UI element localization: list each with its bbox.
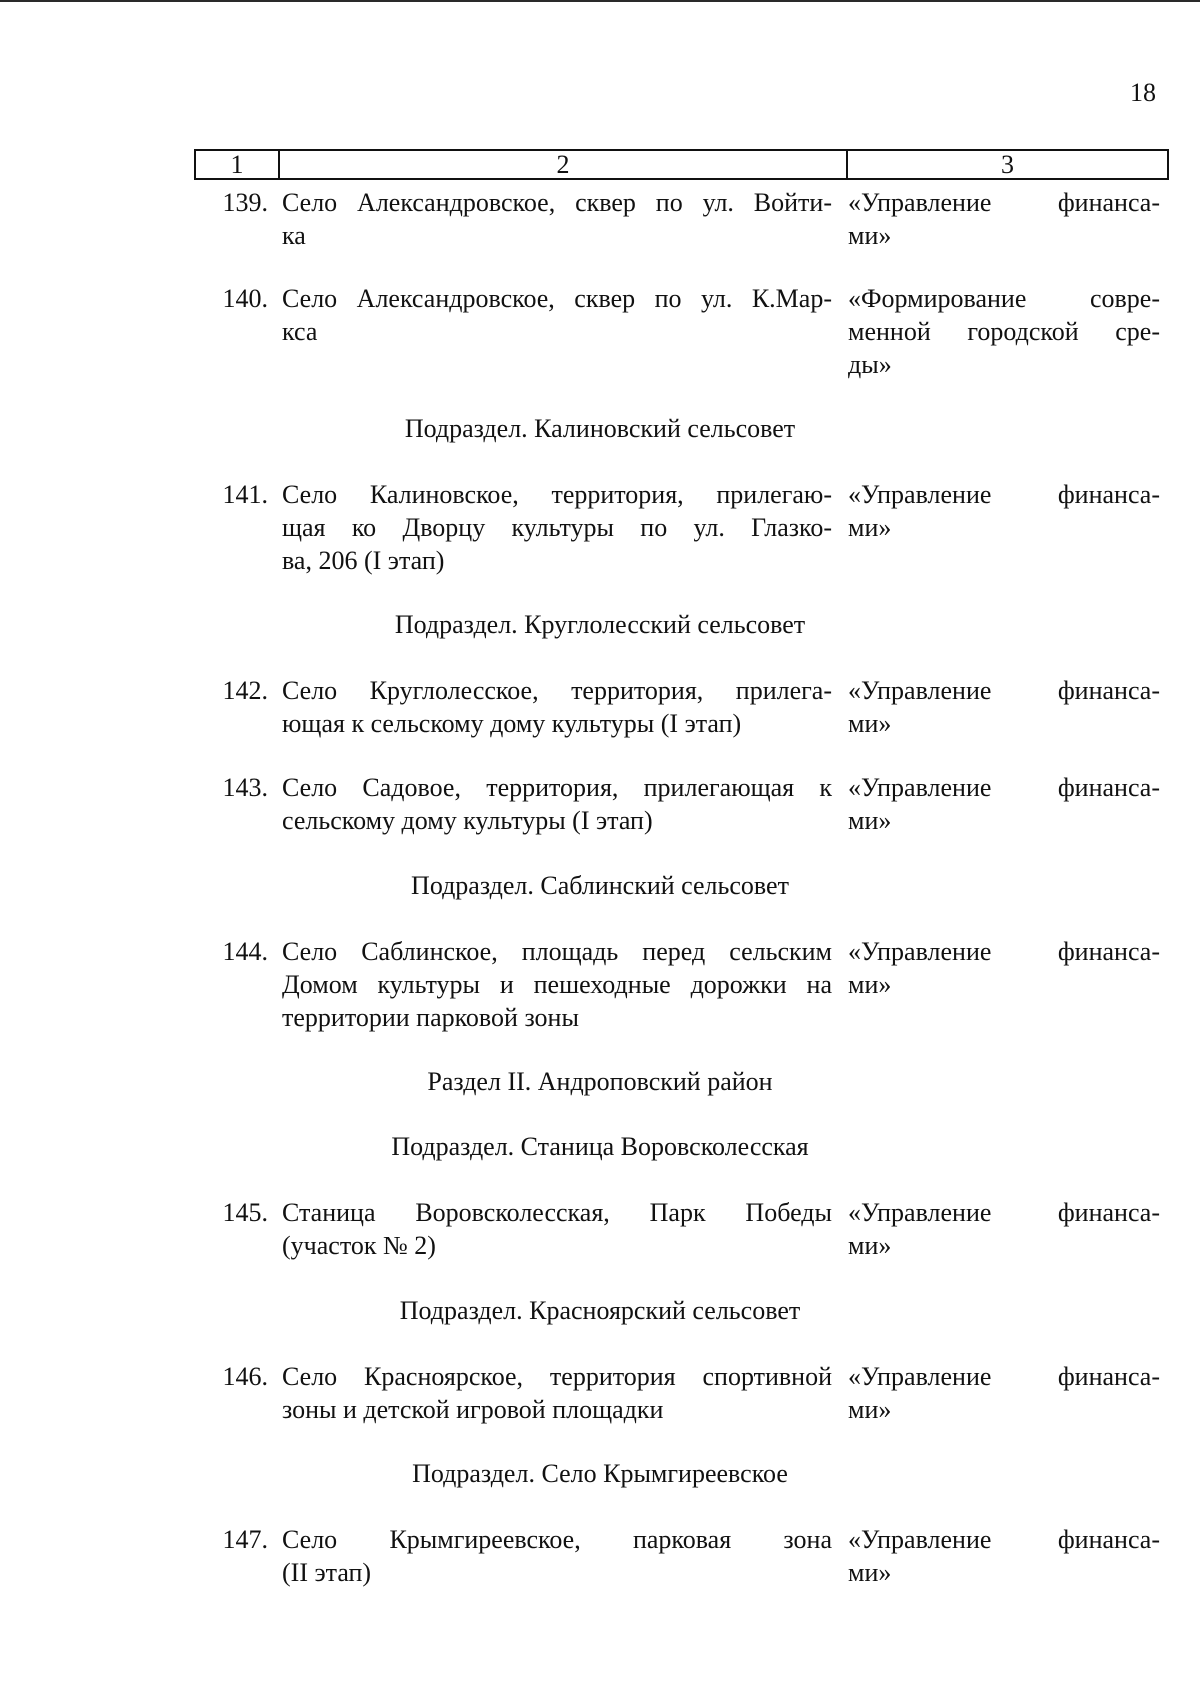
section-title: Подраздел. Красноярский сельсовет	[399, 1296, 801, 1325]
row-program-line: «Управление финанса-	[848, 188, 1160, 217]
row-name-line: сельскому дому культуры (I этап)	[282, 806, 653, 835]
row-name	[282, 1196, 832, 1262]
section-title: Раздел II. Андроповский район	[427, 1067, 773, 1096]
row-number: 141.	[222, 480, 268, 509]
row-program-line: ды»	[848, 350, 892, 379]
row-name-line: Село Крымгиреевское, парковая зона	[282, 1525, 832, 1554]
row-name-line: Село Александровское, сквер по ул. К.Мар-	[282, 284, 832, 313]
row-program-line: «Управление финанса-	[848, 773, 1160, 802]
row-number: 147.	[222, 1525, 268, 1554]
row-name-line: Село Садовое, территория, прилегающая к	[282, 773, 832, 802]
row-name-line: зоны и детской игровой площадки	[282, 1395, 664, 1424]
row-name	[282, 186, 832, 252]
row-name	[282, 282, 832, 348]
row-program-line: «Управление финанса-	[848, 1525, 1160, 1554]
row-program-line: «Управление финанса-	[848, 1198, 1160, 1227]
row-name	[282, 935, 832, 1034]
row-program	[848, 935, 1160, 1001]
row-name-line: кса	[282, 317, 318, 346]
row-program	[848, 1196, 1160, 1262]
section-title: Подраздел. Саблинский сельсовет	[411, 871, 789, 900]
row-name	[282, 771, 832, 837]
row-program	[848, 478, 1160, 544]
row-program-line: ми»	[848, 1231, 892, 1260]
header-col-3: 3	[1001, 150, 1014, 179]
row-program-line: «Управление финанса-	[848, 676, 1160, 705]
row-name	[282, 674, 832, 740]
section-title: Подраздел. Село Крымгиреевское	[412, 1459, 788, 1488]
row-name	[282, 478, 832, 577]
row-number: 146.	[222, 1362, 268, 1391]
row-name-line: Село Саблинское, площадь перед сельским	[282, 937, 832, 966]
row-name-line: (участок № 2)	[282, 1231, 436, 1260]
row-name-line: щая ко Дворцу культуры по ул. Глазко-	[282, 513, 832, 542]
row-program	[848, 674, 1160, 740]
row-number: 140.	[222, 284, 268, 313]
row-program-line: «Управление финанса-	[848, 1362, 1160, 1391]
row-program	[848, 771, 1160, 837]
header-col-1: 1	[196, 151, 280, 178]
row-name	[282, 1360, 832, 1426]
row-program-line: менной городской сре-	[848, 317, 1160, 346]
row-number: 139.	[222, 188, 268, 217]
row-program-line: «Управление финанса-	[848, 937, 1160, 966]
row-name-line: Село Александровское, сквер по ул. Войти-	[282, 188, 832, 217]
row-number: 142.	[222, 676, 268, 705]
row-number: 144.	[222, 937, 268, 966]
row-program-line: ми»	[848, 970, 892, 999]
row-name-line: Село Калиновское, территория, прилегаю-	[282, 480, 832, 509]
row-program-line: ми»	[848, 1395, 892, 1424]
row-name-line: Село Красноярское, территория спортивной	[282, 1362, 832, 1391]
row-program-line: ми»	[848, 1558, 892, 1587]
section-title: Подраздел. Калиновский сельсовет	[404, 414, 796, 443]
top-rule	[0, 0, 1200, 2]
row-program	[848, 1360, 1160, 1426]
row-program-line: ми»	[848, 221, 892, 250]
row-program-line: «Управление финанса-	[848, 480, 1160, 509]
row-number: 143.	[222, 773, 268, 802]
row-program	[848, 186, 1160, 252]
row-name-line: (II этап)	[282, 1558, 372, 1587]
row-name-line: Домом культуры и пешеходные дорожки на	[282, 970, 832, 999]
row-program-line: «Формирование совре-	[848, 284, 1160, 313]
row-name-line: ка	[282, 221, 306, 250]
row-program-line: ми»	[848, 806, 892, 835]
row-name-line: ющая к сельскому дому культуры (I этап)	[282, 709, 742, 738]
row-name-line: Станица Воровсколесская, Парк Победы	[282, 1198, 832, 1227]
row-program-line: ми»	[848, 513, 892, 542]
header-col-2: 2	[280, 151, 848, 178]
row-name-line: ва, 206 (I этап)	[282, 546, 445, 575]
row-program	[848, 282, 1160, 381]
page-number: 18	[1130, 78, 1156, 107]
row-name-line: территории парковой зоны	[282, 1003, 579, 1032]
section-title: Подраздел. Круглолесский сельсовет	[394, 610, 806, 639]
table-header	[194, 149, 1169, 180]
section-title: Подраздел. Станица Воровсколесская	[391, 1132, 809, 1161]
row-program-line: ми»	[848, 709, 892, 738]
row-number: 145.	[222, 1198, 268, 1227]
row-program	[848, 1523, 1160, 1589]
row-name-line: Село Круглолесское, территория, прилега-	[282, 676, 832, 705]
row-name	[282, 1523, 832, 1589]
